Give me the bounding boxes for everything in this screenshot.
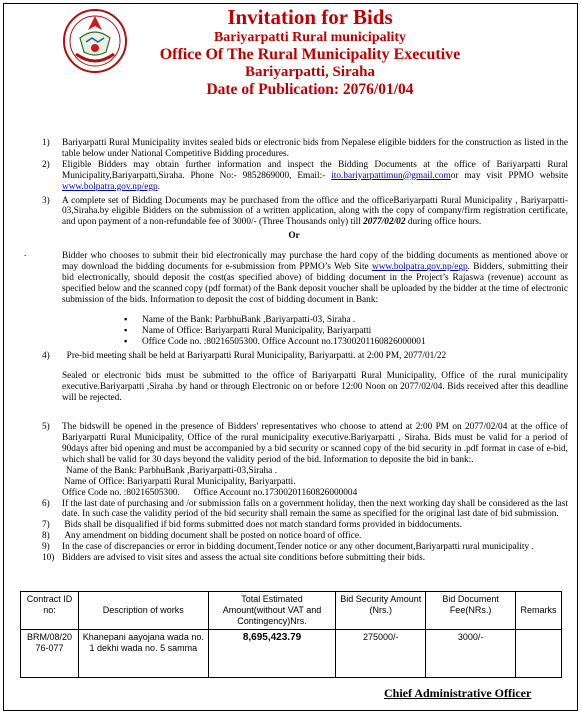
bank-account: ▪ Office Code no. :80216505300. Office Account no.17300201160826000001 [20, 337, 568, 348]
column-header: Total Estimated Amount(without VAT and Contingency)Nrs. [208, 592, 336, 630]
bid-bank-name: Name of the Bank: ParbhuBank ,Bariyarpatti-03,Siraha . [66, 465, 277, 476]
signatory-title: Chief Administrative Officer [384, 686, 532, 700]
bank-name: ▪ Name of the Bank: ParbhuBank ,Bariyarpatti-03, Siraha . [20, 315, 568, 326]
bid-bank-account: Office Code no. :80216505300. Office Account no.17300201160826000004 [62, 487, 358, 498]
table-header-row [21, 592, 562, 630]
column-header: Description of works [78, 592, 208, 630]
clause-4: 4) Pre-bid meeting shall be held at Bariyarpatti Rural Municipality, Bariyarpatti. at 2:00 PM, 2077/01/22 [42, 351, 447, 361]
bid-security-cell: 275000/- [336, 630, 426, 678]
notice-body [20, 138, 568, 564]
municipality-name: Bariyarpatti Rural municipality [213, 30, 407, 45]
or-separator: Or [288, 231, 300, 242]
column-header: Bid Security Amount (Nrs.) [336, 592, 426, 630]
clause-6: 6) If the last date of purchasing and /or submission falls on a government holiday, then the next working day shall be considered as the last date. In such case the validity period of the bid security shall remain the same as specified for the original last date of bid submission. [42, 498, 568, 520]
amount-cell: 8,695,423.79 [208, 630, 336, 678]
clause-3: 3) A complete set of Bidding Documents may be purchased from the office and the officeBariyarpatti Rural Municipality , Bariyarpatti-03,Siraha.by eligible Bidders on the submission of a written application, along with the copy of company/firm registration certificate, and upon payment of a non-refundable fee of 3000/- (Three Thousands only) till 2077/02/02 during office hours. [42, 195, 568, 228]
column-header: Contract ID no: [21, 592, 79, 630]
document-fee-cell: 3000/- [426, 630, 516, 678]
clause-9: 9) In the case of discrepancies or error in bidding document,Tender notice or any other document,Bariyarpatti rural municipality . [42, 542, 534, 553]
notice-title: Invitation for Bids [227, 5, 393, 29]
bid-table [20, 591, 562, 678]
contract-id-cell: BRM/08/20 76-077 [21, 630, 79, 678]
column-header: Bid Document Fee(NRs.) [426, 592, 516, 630]
ppmo-website-link[interactable]: www.bolpatra.gov.np/egp [62, 181, 158, 192]
bid-bank-office: Name of Office: Bariyarpatti Rural Municipality, Bariyarpatti. [64, 476, 296, 487]
clause-8: 8) Any amendment on bidding document shall be posted on notice board of office. [42, 531, 362, 542]
clause-10: 10) Bidders are advised to visit sites and assess the actual site conditions before submitting their bids. [42, 553, 426, 564]
notice-header [130, 4, 490, 98]
electronic-bid-paragraph: . Bidder who chooses to submit their bid electronically may purchase the hard copy of the bidding documents as mentioned above or may download the bidding documents for e-submission from PPMO’s Web Site www.bolpatra.gov.np/egp. Bidders, submitting their bid electronically, should deposit the cost(as specified above) of bidding document in the Project’s Rajaswa (revenue) account as specified below and the scanned copy (pdf format) of the Bank deposit voucher shall be uploaded by the bidder at the time of electronic submission of the bids. Information to deposit the cost of bidding document in Bank: [24, 249, 569, 306]
government-emblem-icon [62, 8, 128, 74]
remarks-cell [515, 630, 561, 678]
description-cell: Khanepani aayojana wada no. 1 dekhi wada no. 5 samma [78, 630, 208, 678]
office-name: Office Of The Rural Municipality Executive [159, 46, 461, 63]
bank-office: ▪ Name of Office: Bariyarpatti Rural Municipality, Bariyarpatti [20, 326, 568, 337]
publication-date: Date of Publication: 2076/01/04 [206, 81, 414, 98]
email-link[interactable]: ito.bariyarpattimun@gmail.com [331, 170, 451, 181]
table-row [21, 630, 562, 678]
submission-paragraph: Sealed or electronic bids must be submitted to the office of Bariyarpatti Rural Municipality, Office of the rural municipality executive.Bariyarpatti ,Siraha .by hand or through Electronic on or before 12:00 Noon on 2077/02/04. Bids received after this deadline will be rejected. [62, 371, 568, 404]
column-header: Remarks [515, 592, 561, 630]
location: Bariyarpatti, Siraha [245, 64, 375, 80]
clause-5: 5) The bidswill be opened in the presence of Bidders' representatives who choose to attend at 2:00 PM on 2077/02/04 at the office of Bariyarpatti Rural Municipality, Office of the rural municipality executive.Bariyarpatti , Siraha. Bids must be valid for a period of 90days after bid opening and must be accompanied by a bid security or scanned copy of the bid security in .pdf format in case of e-bid, which shall be valid for 30 days beyond the validity period of the bid. Information to deposite the bid in bank:. [42, 422, 568, 465]
ppmo-website-link-2[interactable]: www.bolpatra.gov.np/egp [372, 262, 468, 273]
clause-1: 1) Bariyarpatti Rural Municipality invites sealed bids or electronic bids from Nepalese eligible bidders for the construction as listed in the table below under National Competitive Bidding procedures. [42, 138, 568, 159]
clause-7: 7) Bids shall be disqualified if bid forms submitted does not match standard forms provided in biddocuments. [42, 520, 462, 531]
clause-2: 2) Eligible Bidders may obtain further information and inspect the Bidding Documents at the office of Bariyarpatti Rural Municipality,Bariyarpatti,Siraha. Phone No:- 9852869000, Email:- ito.bariyarpattimun@gmail.comor may visit PPMO website www.bolpatra.gov.np/egp. [42, 159, 568, 192]
